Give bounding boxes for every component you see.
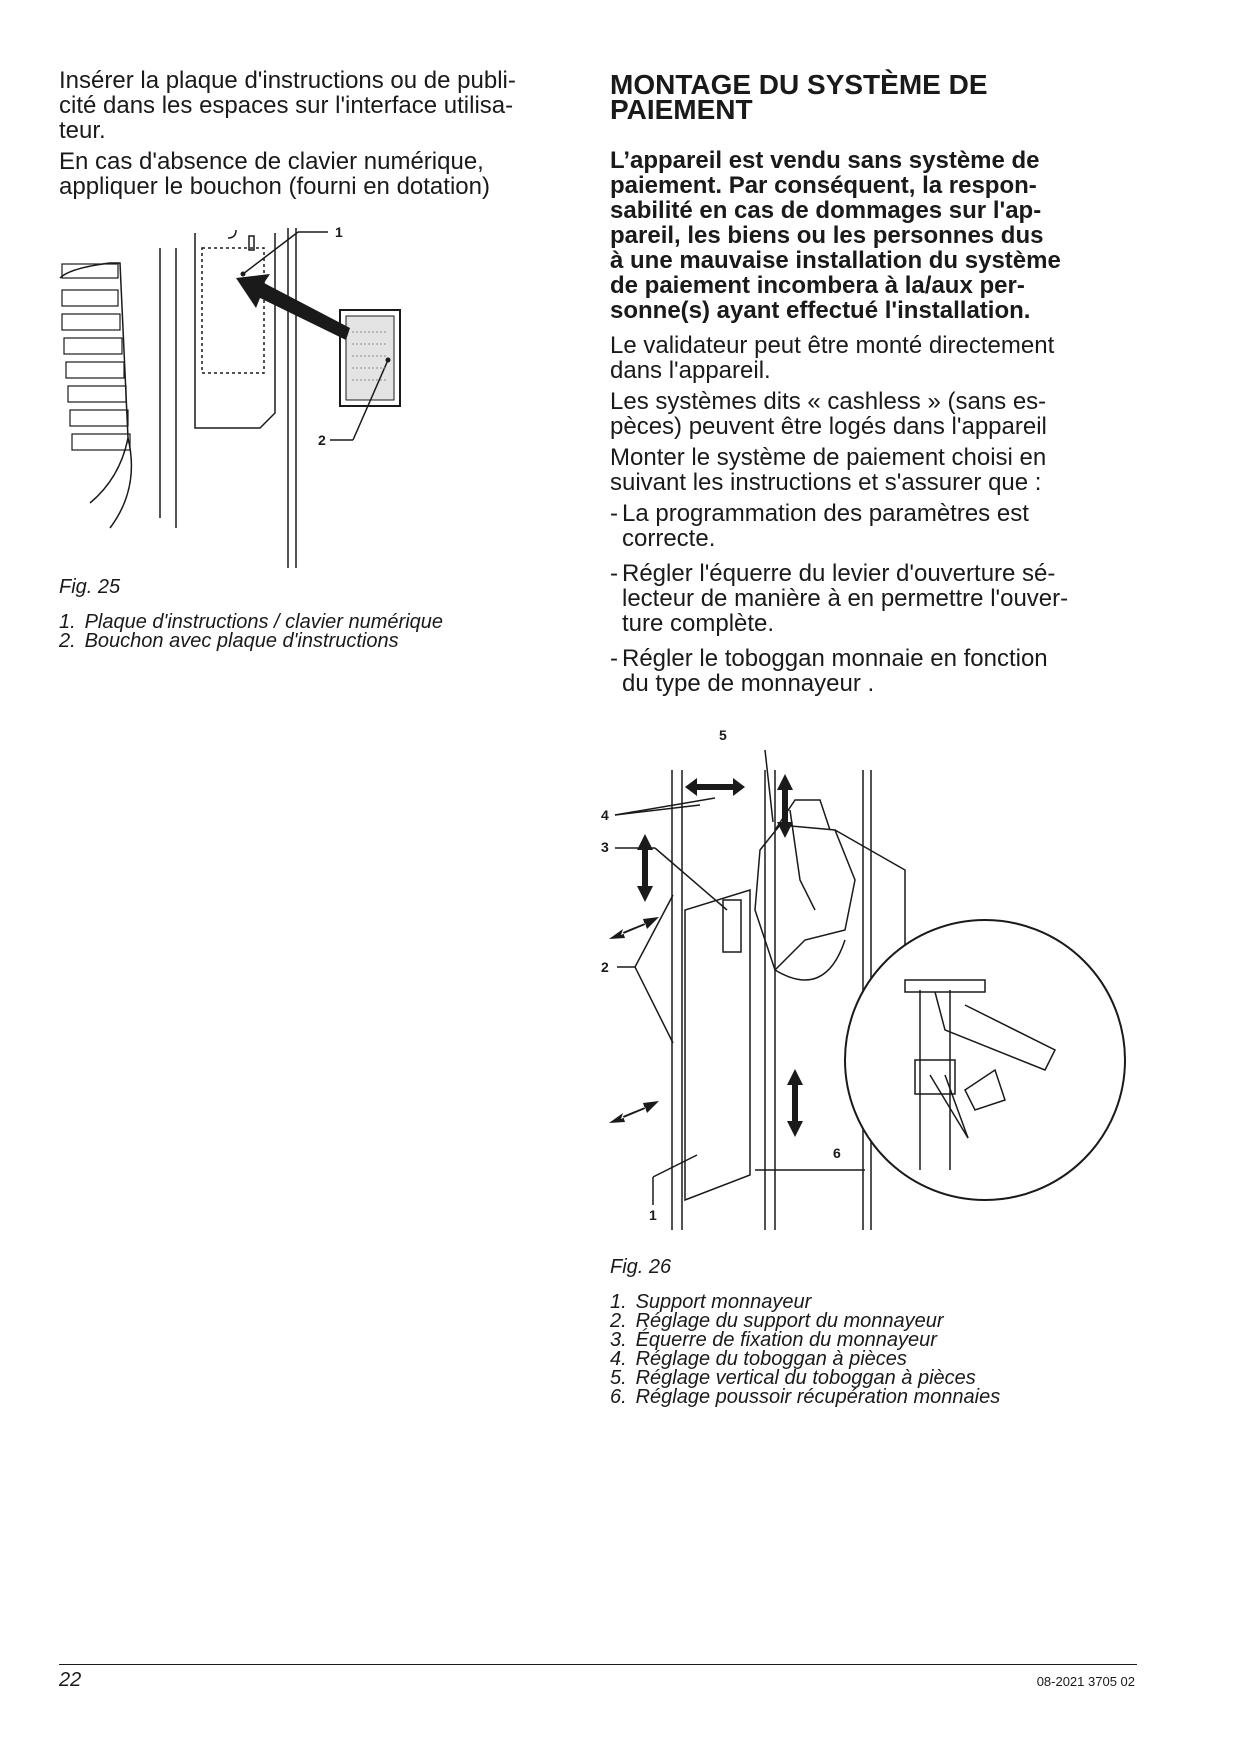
mounting-paragraph: Monter le système de paiement choisi en suivant les instructions et s'assurer que :	[610, 444, 1047, 496]
fig26-illustration	[601, 727, 1105, 1240]
fig25-caption-item: 1. Plaque d'instructions / clavier numérique	[59, 611, 444, 633]
intro-paragraph: Insérer la plaque d'instructions ou de publi- cité dans les espaces sur l'interface utilisa- teur.	[59, 67, 516, 144]
fig26-callout-4: 4	[601, 807, 609, 823]
vertical-arrow-icon	[787, 1069, 803, 1137]
left-column	[59, 68, 569, 205]
selection-buttons	[62, 264, 130, 450]
fig25-label: Fig. 25	[59, 576, 121, 598]
fig25-callout-2: 2	[318, 432, 326, 448]
check-item: - Régler le toboggan monnaie en fonction du type de monnayeur .	[610, 645, 1048, 697]
page-number: 22	[59, 1669, 82, 1691]
check-item: - La programmation des paramètres est correcte.	[610, 500, 1029, 552]
right-column	[610, 68, 1130, 706]
fig26-caption-item: 3. Équerre de fixation du monnayeur	[610, 1329, 937, 1351]
keypad-paragraph: En cas d'absence de clavier numérique, appliquer le bouchon (fourni en dotation)	[59, 148, 490, 200]
fig26-caption-item: 1. Support monnayeur	[610, 1291, 812, 1313]
validator-paragraph: Le validateur peut être monté directement dans l'appareil.	[610, 332, 1055, 384]
fig25-illustration	[50, 224, 470, 568]
diagonal-arrow-icon	[609, 1101, 659, 1123]
vertical-arrow-icon	[637, 834, 653, 902]
check-list	[610, 501, 1130, 696]
fig26-callout-1: 1	[649, 1207, 657, 1223]
fig26-callout-3: 3	[601, 839, 609, 855]
fig26-caption-item: 5. Réglage vertical du toboggan à pièces	[610, 1367, 976, 1389]
fig26-caption-item: 2. Réglage du support du monnayeur	[610, 1310, 944, 1332]
cashless-paragraph: Les systèmes dits « cashless » (sans es- pèces) peuvent être logés dans l'appareil	[610, 388, 1047, 440]
fig26-callout-2: 2	[601, 959, 609, 975]
warning-paragraph: L’appareil est vendu sans système de paiement. Par conséquent, la respon- sabilité en cas de dommages sur l'ap- pareil, les biens ou les personnes dus à une mauvaise installation du système de paiement incombera à la/aux per- sonne(s) ayant effectué l'installation.	[610, 147, 1061, 324]
fig25-callout-1: 1	[335, 224, 343, 240]
fig26-callout-6: 6	[833, 1145, 841, 1161]
fig26-caption-item: 4. Réglage du toboggan à pièces	[610, 1348, 907, 1370]
section-title: MONTAGE DU SYSTÈME DE PAIEMENT	[610, 69, 988, 125]
fig26-caption-item: 6. Réglage poussoir récupération monnaies	[610, 1386, 1001, 1408]
fig25-caption-list	[59, 613, 579, 651]
fig26-caption-list	[610, 1293, 1130, 1407]
check-item: - Régler l'équerre du levier d'ouverture sé- lecteur de manière à en permettre l'ouver- ture complète.	[610, 560, 1069, 637]
fig26-caption	[610, 1256, 1130, 1407]
horizontal-arrow-icon	[685, 778, 745, 796]
fig25-caption-item: 2. Bouchon avec plaque d'instructions	[59, 630, 399, 652]
fig26-label: Fig. 26	[610, 1256, 672, 1278]
adjustment-arrows	[609, 774, 803, 1137]
footer-rule	[59, 1664, 1137, 1665]
fig26-callout-5: 5	[719, 727, 727, 743]
insert-arrow	[236, 274, 350, 340]
fig25-caption	[59, 576, 579, 651]
document-code: 08-2021 3705 02	[1036, 1674, 1135, 1689]
